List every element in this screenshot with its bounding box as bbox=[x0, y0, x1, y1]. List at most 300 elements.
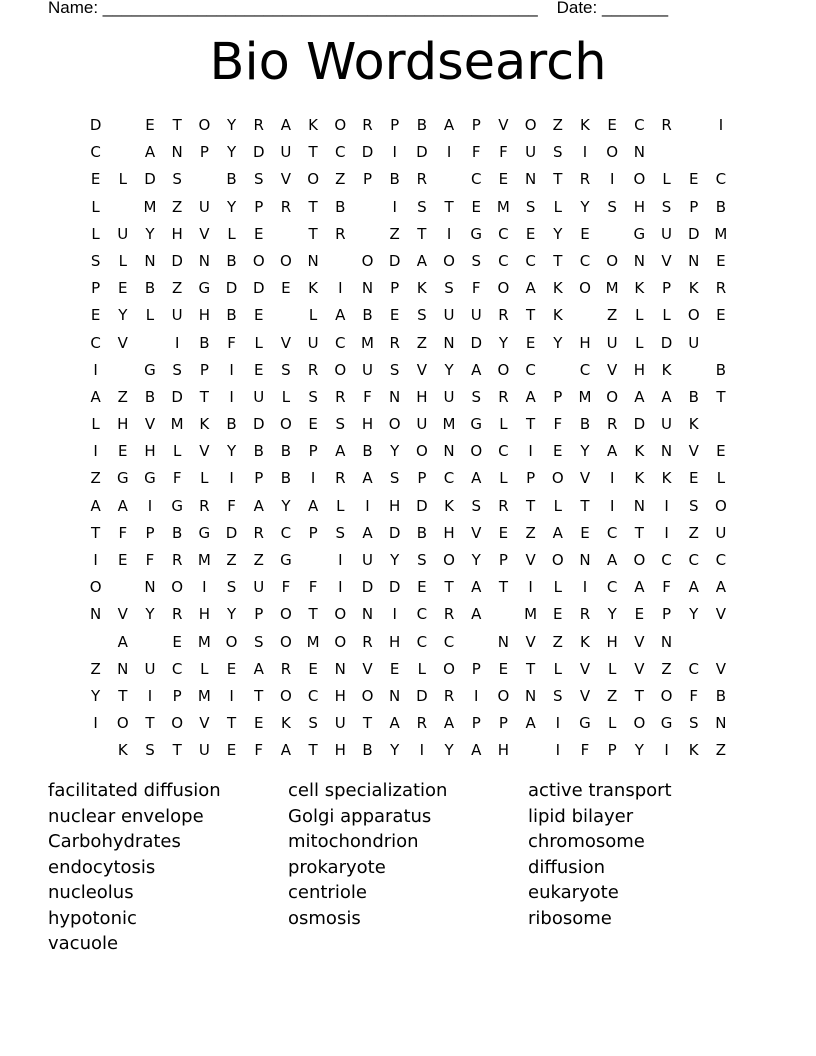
grid-letter: C bbox=[579, 251, 591, 270]
grid-letter: I bbox=[147, 496, 153, 515]
grid-letter: A bbox=[443, 714, 455, 733]
grid-letter bbox=[136, 330, 163, 357]
grid-letter bbox=[109, 574, 136, 601]
grid-letter bbox=[272, 221, 299, 248]
grid-letter: H bbox=[334, 741, 346, 760]
grid-letter: I bbox=[392, 605, 397, 624]
grid-letter: U bbox=[443, 387, 455, 406]
word-list-item: endocytosis bbox=[48, 856, 156, 878]
grid-letter: E bbox=[90, 306, 101, 325]
grid-letter: N bbox=[524, 170, 537, 189]
grid-letter: G bbox=[660, 714, 673, 733]
grid-letter: E bbox=[553, 442, 563, 461]
grid-letter: A bbox=[525, 387, 536, 406]
grid-letter: U bbox=[144, 659, 156, 678]
grid-letter bbox=[680, 139, 707, 166]
grid-letter: C bbox=[661, 551, 672, 569]
grid-letter: E bbox=[281, 279, 291, 298]
grid-letter: M bbox=[360, 333, 374, 352]
grid-letter: G bbox=[198, 523, 211, 542]
grid-letter bbox=[680, 629, 707, 656]
grid-letter: C bbox=[715, 551, 727, 569]
grid-row bbox=[82, 166, 752, 193]
grid-letter: V bbox=[280, 170, 292, 189]
grid-letter: L bbox=[336, 496, 345, 515]
grid-letter: O bbox=[443, 659, 455, 678]
grid-letter: I bbox=[310, 469, 316, 488]
grid-letter: N bbox=[361, 279, 374, 298]
word-list-item: facilitated diffusion bbox=[48, 780, 221, 801]
grid-letter: N bbox=[443, 333, 455, 352]
grid-letter: D bbox=[144, 170, 156, 189]
grid-letter: B bbox=[226, 306, 237, 325]
grid-row bbox=[82, 520, 752, 547]
grid-letter: N bbox=[715, 714, 727, 733]
grid-letter: C bbox=[634, 116, 645, 134]
grid-letter: T bbox=[444, 197, 454, 216]
grid-letter: M bbox=[197, 632, 211, 651]
grid-letter: E bbox=[389, 306, 400, 325]
grid-letter: G bbox=[280, 551, 292, 569]
grid-letter: I bbox=[93, 442, 98, 461]
grid-letter: O bbox=[334, 632, 347, 651]
grid-letter: I bbox=[93, 360, 98, 379]
grid-row bbox=[82, 357, 752, 384]
grid-letter: F bbox=[172, 469, 182, 488]
grid-letter: R bbox=[443, 605, 455, 624]
grid-letter: E bbox=[525, 333, 536, 352]
grid-letter: E bbox=[118, 551, 128, 569]
grid-letter: R bbox=[335, 469, 346, 488]
grid-letter: O bbox=[443, 251, 455, 270]
grid-letter: L bbox=[716, 469, 726, 488]
grid-letter: S bbox=[417, 306, 427, 325]
grid-letter: D bbox=[633, 415, 646, 434]
grid-letter: F bbox=[471, 279, 481, 298]
grid-letter: D bbox=[660, 333, 673, 352]
grid-row bbox=[82, 629, 752, 656]
grid-letter: E bbox=[118, 442, 128, 461]
grid-letter: K bbox=[308, 116, 319, 134]
grid-letter: U bbox=[470, 306, 482, 325]
grid-letter: O bbox=[606, 387, 619, 406]
grid-letter: I bbox=[229, 360, 234, 379]
grid-letter: R bbox=[253, 116, 264, 134]
grid-letter: P bbox=[471, 714, 481, 733]
grid-letter: P bbox=[254, 469, 264, 488]
grid-letter: B bbox=[226, 251, 237, 270]
grid-letter: K bbox=[634, 279, 645, 298]
grid-letter: B bbox=[226, 170, 237, 189]
grid-letter: D bbox=[416, 143, 428, 162]
grid-letter: O bbox=[171, 578, 184, 597]
grid-letter: K bbox=[688, 279, 699, 298]
grid-letter: M bbox=[143, 197, 157, 216]
grid-letter: U bbox=[361, 360, 373, 379]
grid-letter: L bbox=[145, 306, 155, 325]
grid-letter: K bbox=[580, 116, 590, 134]
grid-letter: C bbox=[470, 170, 482, 189]
grid-letter: P bbox=[689, 197, 699, 216]
grid-letter: K bbox=[444, 496, 454, 515]
grid-letter: R bbox=[579, 170, 591, 189]
grid-letter: T bbox=[226, 714, 237, 733]
grid-letter: L bbox=[308, 306, 318, 325]
grid-letter: M bbox=[170, 415, 184, 434]
grid-letter: E bbox=[90, 170, 101, 189]
grid-letter bbox=[191, 166, 218, 193]
grid-letter: I bbox=[338, 578, 343, 597]
grid-letter: V bbox=[471, 523, 482, 542]
grid-letter: M bbox=[197, 686, 211, 705]
grid-letter: R bbox=[498, 496, 509, 515]
grid-letter: T bbox=[526, 659, 536, 678]
grid-letter: L bbox=[553, 496, 562, 515]
grid-letter bbox=[109, 357, 136, 384]
grid-letter: V bbox=[715, 605, 727, 624]
grid-letter: O bbox=[307, 170, 319, 189]
grid-letter: L bbox=[254, 333, 263, 352]
grid-letter: A bbox=[525, 279, 536, 298]
grid-letter: N bbox=[389, 686, 401, 705]
grid-row bbox=[82, 438, 752, 465]
grid-letter: D bbox=[416, 496, 428, 515]
grid-letter: U bbox=[606, 333, 618, 352]
grid-row bbox=[82, 411, 752, 438]
grid-letter bbox=[435, 166, 462, 193]
grid-letter: O bbox=[252, 251, 265, 270]
grid-letter: T bbox=[308, 605, 318, 624]
grid-letter: S bbox=[308, 387, 318, 406]
grid-letter: V bbox=[199, 714, 210, 733]
grid-letter: S bbox=[417, 551, 427, 569]
grid-letter: V bbox=[579, 469, 591, 488]
grid-letter: C bbox=[498, 442, 509, 461]
grid-letter: I bbox=[392, 143, 397, 162]
grid-letter bbox=[544, 357, 571, 384]
grid-letter: F bbox=[471, 143, 481, 162]
grid-letter: C bbox=[171, 659, 183, 678]
grid-row bbox=[82, 574, 752, 601]
grid-letter: K bbox=[634, 442, 645, 461]
grid-letter: O bbox=[171, 714, 184, 733]
grid-letter: C bbox=[525, 251, 536, 270]
grid-letter bbox=[680, 357, 707, 384]
grid-letter bbox=[707, 629, 734, 656]
grid-letter: C bbox=[307, 686, 319, 705]
grid-letter: I bbox=[582, 143, 588, 162]
grid-letter: P bbox=[199, 360, 209, 379]
grid-letter: U bbox=[443, 306, 455, 325]
grid-letter bbox=[109, 112, 136, 139]
grid-letter: R bbox=[307, 360, 319, 379]
grid-letter: R bbox=[579, 605, 591, 624]
grid-letter: N bbox=[144, 578, 156, 597]
grid-letter: P bbox=[471, 659, 481, 678]
grid-letter: M bbox=[306, 632, 320, 651]
grid-letter: A bbox=[525, 714, 536, 733]
grid-letter bbox=[653, 139, 680, 166]
grid-letter: Y bbox=[444, 741, 454, 760]
grid-letter: E bbox=[226, 741, 237, 760]
grid-letter: M bbox=[578, 387, 592, 406]
grid-letter: A bbox=[552, 523, 563, 542]
grid-letter: C bbox=[90, 333, 101, 352]
grid-letter: U bbox=[253, 578, 265, 597]
grid-letter: H bbox=[198, 605, 210, 624]
grid-letter: O bbox=[198, 116, 211, 134]
grid-letter: K bbox=[199, 415, 210, 434]
grid-letter: U bbox=[253, 387, 265, 406]
grid-letter: U bbox=[171, 306, 183, 325]
grid-letter: K bbox=[661, 360, 672, 379]
grid-letter: S bbox=[335, 415, 346, 434]
grid-letter: I bbox=[392, 197, 397, 216]
grid-letter: B bbox=[389, 170, 400, 189]
grid-letter: O bbox=[524, 116, 537, 134]
word-search-grid bbox=[82, 112, 752, 765]
grid-letter: V bbox=[715, 659, 727, 678]
grid-letter: T bbox=[308, 197, 318, 216]
grid-letter: T bbox=[716, 387, 726, 406]
grid-letter: F bbox=[254, 741, 264, 760]
grid-row bbox=[82, 384, 752, 411]
grid-letter: Y bbox=[580, 197, 590, 216]
grid-letter: Y bbox=[226, 605, 237, 624]
grid-letter: S bbox=[253, 632, 264, 651]
grid-letter: N bbox=[89, 605, 102, 624]
grid-letter bbox=[136, 629, 163, 656]
grid-letter: O bbox=[579, 279, 591, 298]
grid-letter: N bbox=[524, 686, 537, 705]
grid-letter: S bbox=[471, 496, 481, 515]
grid-letter: O bbox=[334, 360, 347, 379]
grid-letter: D bbox=[252, 415, 265, 434]
grid-letter: A bbox=[634, 387, 645, 406]
word-list-item: mitochondrion bbox=[288, 831, 419, 852]
grid-letter: C bbox=[606, 578, 618, 597]
grid-letter: A bbox=[117, 632, 128, 651]
grid-letter: O bbox=[280, 605, 292, 624]
grid-letter: N bbox=[117, 659, 129, 678]
grid-letter: V bbox=[688, 442, 699, 461]
grid-letter: C bbox=[688, 659, 699, 678]
grid-letter: U bbox=[661, 415, 673, 434]
grid-letter: P bbox=[390, 116, 400, 134]
grid-letter: S bbox=[553, 143, 563, 162]
word-list-item: hypotonic bbox=[48, 907, 137, 929]
grid-letter: U bbox=[198, 197, 210, 216]
grid-letter: P bbox=[390, 279, 400, 298]
word-list-item: nucleolus bbox=[48, 882, 134, 903]
grid-row bbox=[82, 248, 752, 275]
grid-letter: L bbox=[281, 387, 291, 406]
grid-letter: A bbox=[90, 387, 101, 406]
grid-letter: V bbox=[579, 659, 591, 678]
grid-letter: C bbox=[280, 523, 292, 542]
grid-letter: T bbox=[145, 714, 155, 733]
word-list-item: ribosome bbox=[528, 907, 612, 929]
grid-letter: O bbox=[361, 251, 374, 270]
grid-letter: T bbox=[172, 116, 182, 134]
grid-letter: C bbox=[688, 551, 699, 569]
grid-letter: O bbox=[606, 251, 619, 270]
grid-letter: P bbox=[308, 442, 318, 461]
grid-letter: A bbox=[362, 469, 373, 488]
grid-letter: R bbox=[199, 496, 210, 515]
grid-letter: D bbox=[252, 143, 265, 162]
word-list-item: chromosome bbox=[528, 831, 645, 852]
grid-row bbox=[82, 275, 752, 302]
grid-letter: N bbox=[198, 251, 210, 270]
grid-letter: K bbox=[280, 714, 291, 733]
grid-letter: N bbox=[688, 251, 700, 270]
grid-letter: A bbox=[471, 741, 482, 760]
grid-letter: B bbox=[280, 442, 292, 461]
grid-letter: B bbox=[715, 197, 727, 216]
grid-letter: I bbox=[174, 333, 180, 352]
grid-letter: K bbox=[661, 469, 672, 488]
grid-letter: I bbox=[419, 741, 425, 760]
grid-letter: O bbox=[551, 469, 564, 488]
grid-letter: Z bbox=[416, 333, 427, 352]
grid-letter: P bbox=[145, 523, 155, 542]
grid-letter: C bbox=[443, 632, 455, 651]
word-list-item: cell specialization bbox=[288, 780, 448, 801]
grid-letter: E bbox=[580, 523, 590, 542]
grid-letter: R bbox=[171, 605, 183, 624]
grid-letter: V bbox=[498, 116, 509, 134]
grid-letter: D bbox=[388, 523, 401, 542]
grid-letter: L bbox=[553, 578, 562, 597]
grid-letter: V bbox=[607, 360, 618, 379]
grid-letter: A bbox=[688, 578, 699, 597]
grid-letter bbox=[707, 139, 734, 166]
grid-row bbox=[82, 465, 752, 492]
grid-letter: Y bbox=[607, 605, 617, 624]
grid-letter: Y bbox=[390, 442, 400, 461]
grid-letter: O bbox=[89, 578, 102, 597]
grid-letter: I bbox=[365, 496, 370, 515]
grid-letter: Y bbox=[226, 197, 237, 216]
grid-letter: R bbox=[498, 306, 509, 325]
grid-letter: Y bbox=[390, 551, 400, 569]
word-list-item: osmosis bbox=[288, 907, 361, 929]
grid-letter: S bbox=[226, 578, 237, 597]
grid-letter: Y bbox=[226, 442, 237, 461]
grid-letter: P bbox=[662, 279, 672, 298]
grid-letter: Z bbox=[253, 551, 264, 569]
grid-letter: D bbox=[89, 116, 102, 134]
grid-letter: S bbox=[688, 496, 699, 515]
grid-letter bbox=[300, 547, 327, 574]
grid-letter: V bbox=[579, 686, 591, 705]
grid-letter bbox=[490, 601, 517, 628]
grid-letter: E bbox=[634, 605, 645, 624]
grid-letter: I bbox=[609, 496, 615, 515]
grid-letter: H bbox=[443, 523, 455, 542]
grid-letter: I bbox=[147, 686, 153, 705]
grid-row bbox=[82, 194, 752, 221]
grid-letter: L bbox=[227, 224, 236, 243]
grid-letter: D bbox=[225, 279, 238, 298]
grid-letter: S bbox=[389, 360, 400, 379]
grid-letter: N bbox=[389, 387, 401, 406]
grid-letter: R bbox=[389, 333, 400, 352]
word-list-item: lipid bilayer bbox=[528, 805, 634, 827]
grid-letter: E bbox=[688, 170, 699, 189]
grid-letter: K bbox=[416, 279, 427, 298]
grid-letter: U bbox=[661, 224, 673, 243]
grid-letter: Z bbox=[389, 224, 400, 243]
grid-letter: R bbox=[362, 116, 373, 134]
grid-letter: L bbox=[635, 333, 644, 352]
grid-letter: Z bbox=[688, 523, 699, 542]
grid-letter: S bbox=[389, 469, 400, 488]
grid-letter: Z bbox=[715, 741, 727, 760]
grid-letter: V bbox=[416, 360, 427, 379]
grid-letter: T bbox=[91, 523, 101, 542]
grid-letter: I bbox=[338, 551, 343, 569]
grid-row bbox=[82, 683, 752, 710]
grid-letter: M bbox=[605, 279, 619, 298]
grid-letter: T bbox=[526, 306, 536, 325]
grid-letter: V bbox=[117, 605, 128, 624]
grid-letter: N bbox=[633, 496, 645, 515]
grid-letter: R bbox=[253, 523, 264, 542]
grid-letter: K bbox=[688, 415, 699, 434]
grid-letter: I bbox=[528, 578, 533, 597]
grid-letter: F bbox=[227, 333, 236, 352]
grid-letter: O bbox=[361, 686, 374, 705]
grid-letter bbox=[327, 248, 354, 275]
grid-letter: U bbox=[361, 551, 373, 569]
grid-letter: B bbox=[280, 469, 292, 488]
grid-letter: I bbox=[202, 578, 207, 597]
grid-letter: O bbox=[225, 632, 238, 651]
grid-letter: Y bbox=[471, 551, 481, 569]
grid-row bbox=[82, 302, 752, 329]
grid-letter: Y bbox=[580, 442, 590, 461]
grid-letter: I bbox=[528, 442, 533, 461]
grid-letter: V bbox=[117, 333, 128, 352]
page-title: Bio Wordsearch bbox=[209, 33, 607, 92]
grid-letter: K bbox=[552, 279, 563, 298]
grid-letter bbox=[354, 194, 381, 221]
grid-letter: Y bbox=[553, 224, 563, 243]
grid-letter: N bbox=[497, 632, 510, 651]
grid-letter: Y bbox=[145, 605, 155, 624]
grid-letter: A bbox=[90, 496, 101, 515]
grid-letter: B bbox=[579, 415, 591, 434]
grid-letter: T bbox=[199, 387, 209, 406]
grid-letter: A bbox=[253, 659, 264, 678]
grid-letter: N bbox=[361, 605, 374, 624]
grid-letter: Z bbox=[552, 116, 563, 134]
grid-letter: K bbox=[552, 306, 563, 325]
grid-letter: L bbox=[499, 469, 508, 488]
grid-letter: A bbox=[144, 143, 156, 162]
grid-letter: R bbox=[280, 197, 292, 216]
grid-letter: G bbox=[470, 415, 483, 434]
grid-letter: V bbox=[634, 659, 645, 678]
grid-letter: O bbox=[633, 551, 646, 569]
grid-letter: M bbox=[496, 197, 510, 216]
grid-letter: I bbox=[609, 469, 615, 488]
grid-letter: H bbox=[633, 360, 645, 379]
grid-letter: R bbox=[171, 551, 183, 569]
grid-letter: O bbox=[715, 496, 727, 515]
